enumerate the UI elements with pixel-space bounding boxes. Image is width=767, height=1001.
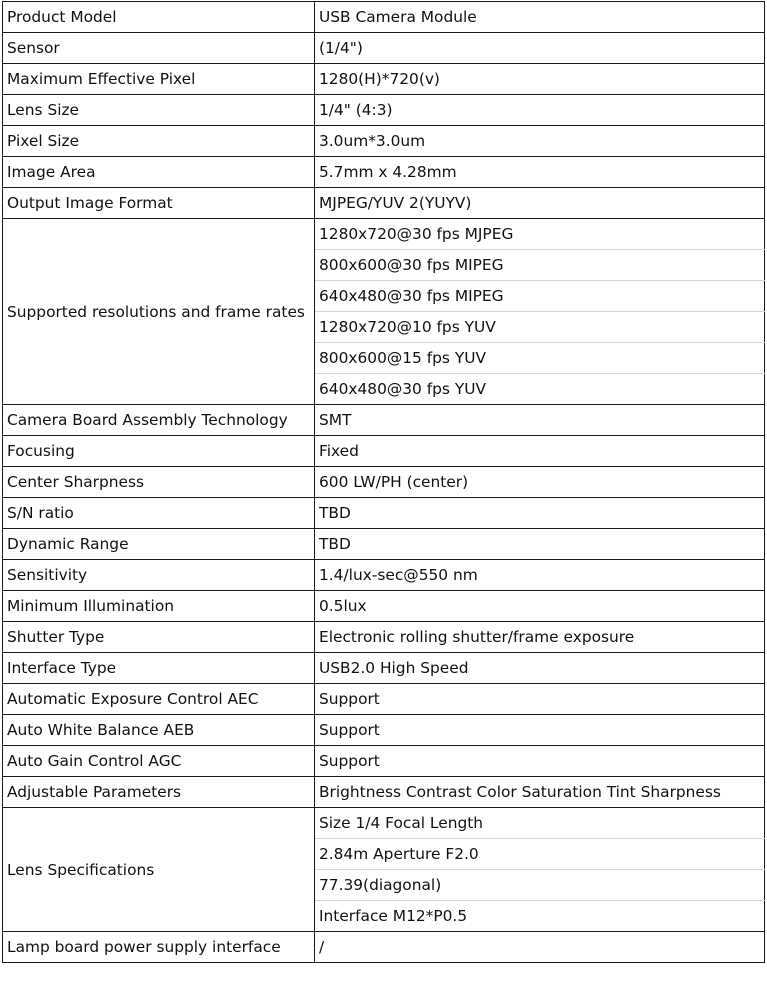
table-row [3,529,765,560]
spec-label: Product Model [3,2,315,33]
spec-value: Support [315,746,765,777]
spec-label: Camera Board Assembly Technology [3,405,315,436]
spec-label: Minimum Illumination [3,591,315,622]
spec-label: Lens Size [3,95,315,126]
table-row [3,777,765,808]
table-row [3,126,765,157]
table-row [3,498,765,529]
spec-value: 1.4/lux-sec@550 nm [315,560,765,591]
spec-value: Support [315,684,765,715]
spec-value: Fixed [315,436,765,467]
spec-value: 77.39(diagonal) [315,870,765,901]
table-row [3,219,765,250]
table-row [3,746,765,777]
spec-value: 800x600@15 fps YUV [315,343,765,374]
table-row [3,188,765,219]
spec-label: Adjustable Parameters [3,777,315,808]
spec-label: Image Area [3,157,315,188]
spec-value: (1/4") [315,33,765,64]
spec-label: Automatic Exposure Control AEC [3,684,315,715]
table-row [3,560,765,591]
table-row [3,95,765,126]
spec-table [2,1,765,963]
spec-value: TBD [315,498,765,529]
spec-value: USB Camera Module [315,2,765,33]
table-row [3,808,765,839]
spec-value: 1280x720@10 fps YUV [315,312,765,343]
spec-label: Maximum Effective Pixel [3,64,315,95]
spec-label: Auto White Balance AEB [3,715,315,746]
table-row [3,64,765,95]
spec-value: 2.84m Aperture F2.0 [315,839,765,870]
table-row [3,622,765,653]
table-row [3,467,765,498]
spec-value: SMT [315,405,765,436]
table-row [3,715,765,746]
table-row [3,2,765,33]
spec-value: TBD [315,529,765,560]
spec-value: Brightness Contrast Color Saturation Tint Sharpness [315,777,765,808]
spec-label: Focusing [3,436,315,467]
spec-label: Dynamic Range [3,529,315,560]
spec-label: Output Image Format [3,188,315,219]
spec-value: MJPEG/YUV 2(YUYV) [315,188,765,219]
spec-value: / [315,932,765,963]
spec-label: Supported resolutions and frame rates [3,219,315,405]
table-row [3,653,765,684]
table-row [3,33,765,64]
table-row [3,591,765,622]
spec-label: Lens Specifications [3,808,315,932]
spec-value: Electronic rolling shutter/frame exposure [315,622,765,653]
spec-label: Lamp board power supply interface [3,932,315,963]
table-row [3,684,765,715]
spec-value: 1/4" (4:3) [315,95,765,126]
table-row [3,405,765,436]
spec-value: 640x480@30 fps MIPEG [315,281,765,312]
spec-label: S/N ratio [3,498,315,529]
table-row [3,436,765,467]
table-row [3,932,765,963]
spec-value: 0.5lux [315,591,765,622]
spec-label: Sensor [3,33,315,64]
spec-label: Auto Gain Control AGC [3,746,315,777]
spec-value: 3.0um*3.0um [315,126,765,157]
spec-value: 1280x720@30 fps MJPEG [315,219,765,250]
spec-label: Pixel Size [3,126,315,157]
spec-value: USB2.0 High Speed [315,653,765,684]
spec-value: 1280(H)*720(v) [315,64,765,95]
spec-label: Shutter Type [3,622,315,653]
spec-label: Interface Type [3,653,315,684]
spec-value: 600 LW/PH (center) [315,467,765,498]
spec-label: Sensitivity [3,560,315,591]
spec-label: Center Sharpness [3,467,315,498]
spec-value: Interface M12*P0.5 [315,901,765,932]
table-row [3,157,765,188]
spec-value: 800x600@30 fps MIPEG [315,250,765,281]
spec-value: 640x480@30 fps YUV [315,374,765,405]
spec-value: 5.7mm x 4.28mm [315,157,765,188]
spec-value: Support [315,715,765,746]
spec-value: Size 1/4 Focal Length [315,808,765,839]
